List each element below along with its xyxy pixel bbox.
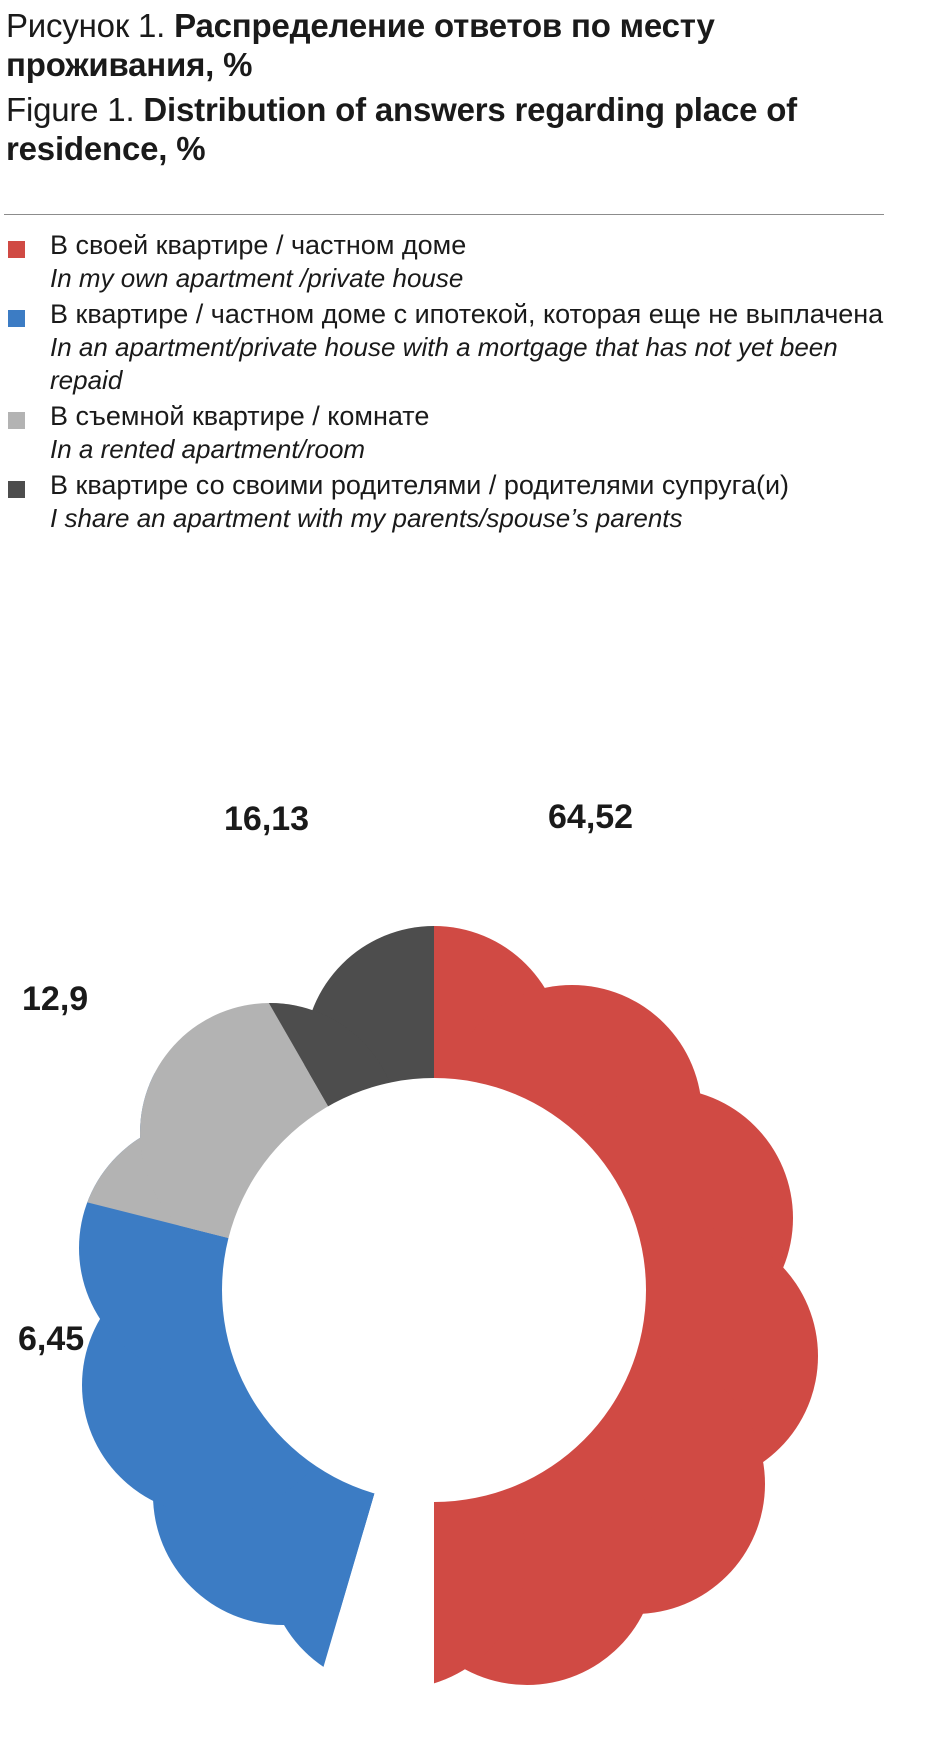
legend-label-ru: В своей квартире / частном доме	[50, 230, 467, 260]
legend-swatch-icon	[8, 412, 25, 429]
chart-legend	[4, 228, 904, 537]
figure-caption	[6, 6, 886, 168]
legend-label-en: In an apartment/private house with a mortgage that has not yet been repaid	[50, 332, 838, 395]
caption-russian-text: Распределение ответов по месту проживания, %	[6, 7, 715, 83]
value-label-mortgage: 6,45	[18, 1320, 85, 1358]
legend-label-en: I share an apartment with my parents/spouse’s parents	[50, 503, 683, 533]
legend-label-en: In my own apartment /private house	[50, 263, 464, 293]
value-label-rented: 12,9	[22, 980, 89, 1018]
legend-label-ru: В квартире / частном доме с ипотекой, которая еще не выплачена	[50, 299, 884, 329]
legend-label-en: In a rented apartment/room	[50, 434, 366, 464]
legend-swatch-icon	[8, 241, 25, 258]
legend-item-own-home	[4, 228, 904, 295]
legend-item-rented	[4, 399, 904, 466]
donut-chart-svg	[0, 760, 948, 1747]
value-label-with-parents: 16,13	[224, 800, 310, 838]
caption-english-lead: Figure 1.	[6, 91, 135, 128]
caption-english-text: Distribution of answers regarding place of residence, %	[6, 91, 797, 167]
caption-russian-lead: Рисунок 1.	[6, 7, 166, 44]
legend-label-ru: В квартире со своими родителями / родителями супруга(и)	[50, 470, 790, 500]
legend-item-mortgage	[4, 297, 904, 397]
legend-label-ru: В съемной квартире / комнате	[50, 401, 430, 431]
caption-russian	[6, 6, 886, 84]
horizontal-divider	[4, 214, 884, 215]
caption-english	[6, 90, 886, 168]
value-label-own-home: 64,52	[548, 798, 634, 836]
legend-item-with-parents	[4, 468, 904, 535]
donut-chart	[0, 760, 948, 1747]
legend-swatch-icon	[8, 481, 25, 498]
legend-swatch-icon	[8, 310, 25, 327]
donut-hole	[222, 1078, 646, 1502]
